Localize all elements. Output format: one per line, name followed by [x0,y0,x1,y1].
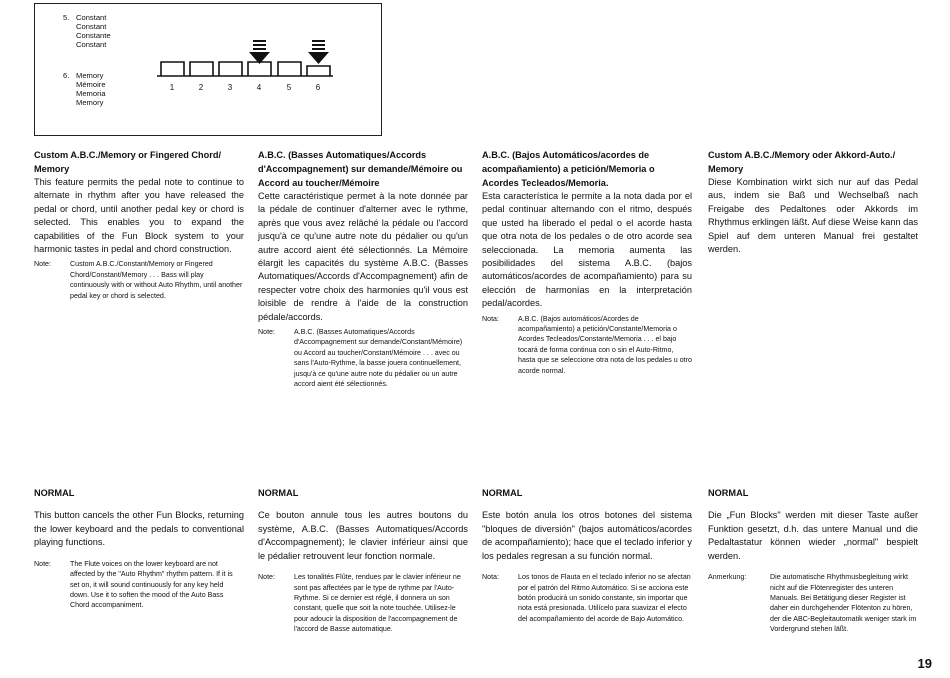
note [482,314,692,376]
item-line: Memoria [76,89,106,98]
section-body: Este botón anula los otros botones del sistema "bloques de diversión" (bajos automáticos/acordes de acompañamiento); hace que el teclado inferior y los pedales regresan a su función normal. [482,510,692,561]
item-number: 5. [63,13,70,22]
column-english [34,148,244,301]
note [34,259,244,301]
item-number: 6. [63,71,70,80]
note [258,327,468,389]
column-german [708,148,918,256]
note [482,572,692,624]
note [708,572,918,634]
note-label: Note: [34,559,51,568]
note-text: Die automatische Rhythmusbegleitung wirkt nicht auf die Flötenregister des unteren Manuals. Bei Betätigung dieser Register ist daher ein durchgehender Flötenton zu hören, der die ABC-Begleitautomatik weniger stark im Vordergrund stehen läßt. [770,573,917,634]
pedal-key-6-pressed [307,66,330,76]
note-text: Les tonalités Flûte, rendues par le clavier inférieur ne sont pas affectées par le type de rythme par l'Auto-Rythme. Si ce dernier est réglé, il donnera un son constant, quelle que soit la note touchée. Utilisez-le pour adoucir la disposition de l'accompagnement de l'accord de Basse automatique. [294,573,461,634]
note-label: Note: [34,260,51,269]
section-title: NORMAL [258,488,299,499]
note-label: Nota: [482,573,499,582]
item-line: Constant [76,13,107,22]
note-label: Nota: [482,314,499,323]
section-title: A.B.C. (Basses Automatiques/Accords d'Accompagnement) sur demande/Mémoire ou Accord au toucher/Mémoire [258,150,463,188]
section-title: NORMAL [482,488,523,499]
down-arrow-icon [249,40,270,64]
page-number: 19 [917,656,932,671]
section-title: NORMAL [34,488,75,499]
note-label: Note: [258,573,275,582]
note-text: A.B.C. (Basses Automatiques/Accords d'Accompagnement sur demande/Constant/Mémoire) ou Accord au toucher/Constant/Mémoire . . . avec ou sans l'Auto-Rythme, la basse jouera continuellement, jusqu'à ce qu'une autre note du pédalier ou un autre accord aient été sélectionnés. [294,328,463,389]
section-title: Custom A.B.C./Memory or Fingered Chord/ Memory [34,150,221,174]
diagram-box [34,3,382,136]
key-label: 4 [256,83,262,92]
pedal-key-4 [248,62,271,76]
section-body: This button cancels the other Fun Blocks, returning the lower keyboard and the pedals to conventional playing functions. [34,510,244,548]
section-body: Cette caractéristique permet à la note donnée par la pédale de continuer d'alterner avec le rythme, après que vous avez relâché la pédale ou l'accord jusqu'à ce qu'une autre note du pédalier ou qu'un autre accord aient été sélectionnés. La Mémoire élargit les capacités du système A.B.C. (Basses Automatiques/Accords d'Accompagnement) afin de respecter votre choix des harmonies qu'il vous est loisible de rendre à l'aide de la construction pédale/accords. [258,191,468,322]
normal-section-spanish [482,477,692,624]
section-body: Ce bouton annule tous les autres boutons du système, A.B.C. (Basses Automatiques/Accords d'Accompagnement); le clavier inférieur ainsi que le pédalier retrouvent leur fonction normale. [258,510,468,561]
section-body: Esta característica le permite a la nota dada por el pedal continuar alternando con el ritmo, después que usted ha liberado el pedal o el acorde hasta que otra nota de los pedales o de otro acorde sea seleccionada. La memoria aumenta las posibilidades del sistema A.B.C. (bajos automáticos/acordes de acompañamiento) para su elección de harmonías en la interpretación pedal/acordes. [482,191,692,309]
pedal-key-5 [278,62,301,76]
item-line: Memory [76,98,104,107]
section-body: Die „Fun Blocks" werden mit dieser Taste außer Funktion gesetzt, d.h. das untere Manual und die Pedaltastatur können wieder „normal" bespielt werden. [708,510,918,561]
note [34,559,244,611]
item-line: Memory [76,71,104,80]
note-text: A.B.C. (Bajos automáticos/Acordes de acompañamiento) a petición/Constante/Memoria o Acordes Tecleados/Constante/Memoria . . . el bajo tocará de forma continua con o sin el Auto-Ritmo, hasta que se seleccione otra nota de los pedales u otro acorde normal. [518,314,692,375]
section-title: NORMAL [708,488,749,499]
section-title: Custom A.B.C./Memory oder Akkord-Auto./ Memory [708,150,896,174]
note-text: Los tonos de Flauta en el teclado inferior no se afectan por el patrón del Ritmo Automático. Si se acciona este botón producirá un sonido constante, sin importar que nota está presionada. Utilícelo para suavizar el efecto del acompañamiento del acorde de Bajo Automático. [518,573,691,623]
column-spanish [482,148,692,376]
item-line: Constant [76,22,107,31]
section-title: A.B.C. (Bajos Automáticos/acordes de acompañamiento) a petición/Memoria o Acordes Tecleados/Memoria. [482,150,655,188]
item-line: Mémoire [76,80,106,89]
note-label: Note: [258,328,275,337]
normal-section-german [708,477,918,635]
normal-section-english [34,477,244,611]
key-label: 3 [227,83,233,92]
down-arrow-icon [308,40,329,64]
key-label: 5 [286,83,292,92]
pedal-key-3 [219,62,242,76]
key-label: 6 [315,83,321,92]
item-line: Constante [76,31,111,40]
note-label: Anmerkung: [708,573,747,582]
normal-section-french [258,477,468,635]
section-body: This feature permits the pedal note to continue to alternate in rhythm after you have released the pedal or chord, until another pedal key or chord is selected. This enables you to expand the capabilities of the Fun Block system to your harmonic tastes in pedal and chord construction. [34,177,244,255]
note [258,572,468,634]
pedal-key-1 [161,62,184,76]
key-label: 2 [198,83,204,92]
note-text: The Flute voices on the lower keyboard are not affected by the "Auto Rhythm" rhythm pattern. If it is set on, it will sound continuously for any key held down. Use it to soften the mood of the Auto Bass Chord accompaniment. [70,559,233,610]
pedal-key-2 [190,62,213,76]
item-line: Constant [76,40,107,49]
note-text: Custom A.B.C./Constant/Memory or Fingered Chord/Constant/Memory . . . Bass will play continuously with or without Auto Rhythm, until another pedal key or chord is selected. [70,260,243,300]
section-body: Diese Kombination wirkt sich nur auf das Pedal aus, indem sie Baß und Wechselbaß nach Freigabe des Pedaltones oder Akkords im Rhythmus erklingen läßt. Auf diese Weise kann das Spiel auf dem unteren Manual frei gestaltet werden. [708,177,918,255]
key-label: 1 [169,83,175,92]
column-french [258,148,468,390]
pedal-keys-diagram [155,38,375,98]
